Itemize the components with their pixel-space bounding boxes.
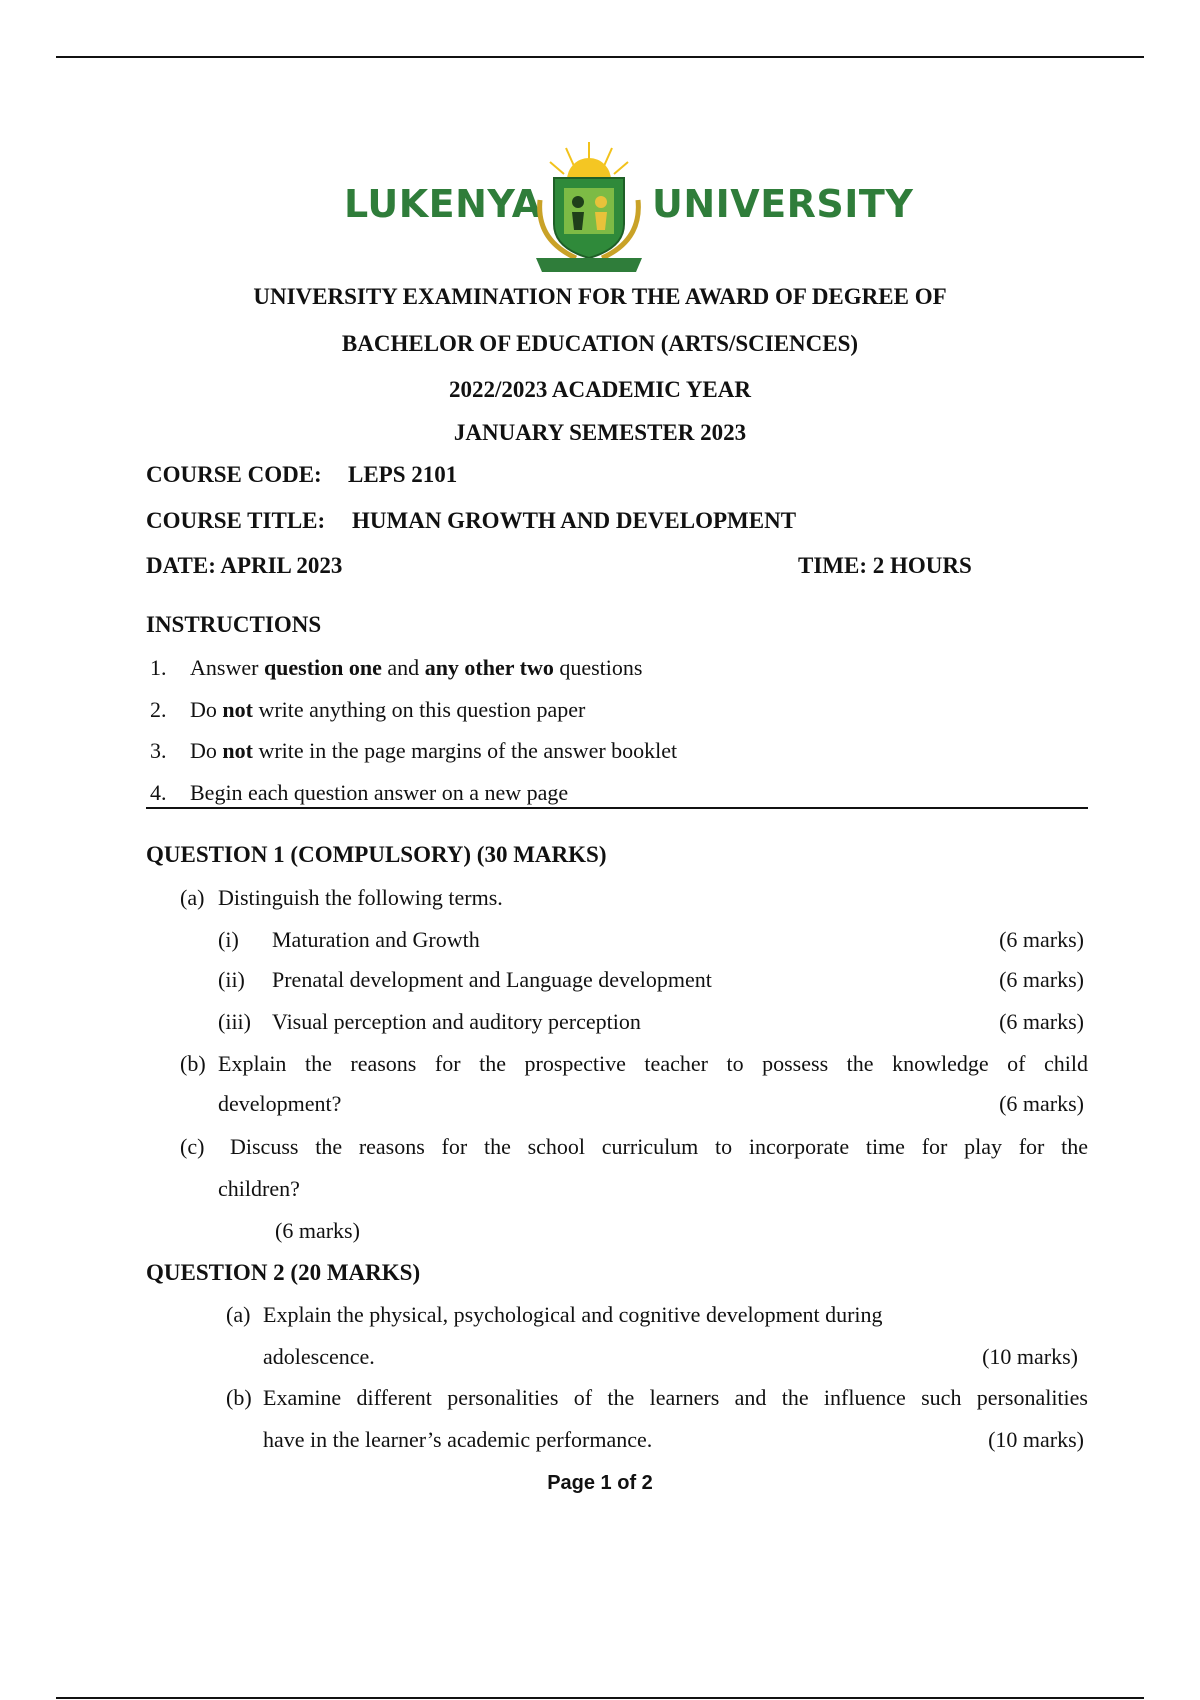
bottom-rule	[56, 1697, 1144, 1699]
q2b-label: (b)	[226, 1385, 252, 1410]
q1c-marks: (6 marks)	[275, 1218, 360, 1243]
q1a-i-text: Maturation and Growth	[272, 927, 480, 952]
q2a-label: (a)	[226, 1302, 251, 1327]
q1a-ii-text: Prenatal development and Language development	[272, 967, 712, 992]
q1a-i-marks: (6 marks)	[999, 927, 1084, 952]
q1c-label: (c)	[180, 1134, 205, 1159]
university-crest-icon	[526, 140, 652, 280]
logo-word-left: LUKENYA	[344, 182, 542, 226]
instructions-divider	[146, 807, 1088, 809]
logo-word-right: UNIVERSITY	[652, 182, 914, 226]
exam-time: TIME: 2 HOURS	[798, 553, 972, 578]
instruction-item-3: 3. Do not write in the page margins of the answer booklet	[150, 738, 678, 763]
q1c-line2: children?	[218, 1176, 300, 1201]
q1b-label: (b)	[180, 1051, 206, 1076]
q1a-i-label: (i)	[218, 927, 239, 952]
course-code-label: COURSE CODE:	[146, 462, 322, 487]
q1a-label: (a)	[180, 885, 205, 910]
page-number: Page 1 of 2	[547, 1472, 653, 1494]
course-title-value: HUMAN GROWTH AND DEVELOPMENT	[352, 508, 797, 533]
q1c-line1: Discuss the reasons for the school curriculum to incorporate time for play for the	[230, 1134, 1088, 1159]
exam-title-line1: UNIVERSITY EXAMINATION FOR THE AWARD OF DEGREE OF	[253, 284, 947, 309]
q2b-line2: have in the learner’s academic performance.	[263, 1427, 653, 1452]
course-code-value: LEPS 2101	[348, 462, 458, 487]
course-title-label: COURSE TITLE:	[146, 508, 326, 533]
instructions-heading: INSTRUCTIONS	[146, 612, 322, 637]
q2a-marks: (10 marks)	[982, 1344, 1078, 1369]
university-logo	[330, 140, 914, 280]
q1a-ii-marks: (6 marks)	[999, 967, 1084, 992]
question-1-heading: QUESTION 1 (COMPULSORY) (30 MARKS)	[146, 842, 607, 867]
instruction-item-4: 4. Begin each question answer on a new page	[150, 780, 569, 805]
instruction-item-1: 1. Answer question one and any other two questions	[150, 655, 643, 680]
academic-year: 2022/2023 ACADEMIC YEAR	[449, 377, 751, 402]
q1a-ii-label: (ii)	[218, 967, 245, 992]
q2b-line1: Examine different personalities of the learners and the influence such personalities	[263, 1385, 1088, 1410]
question-2-heading: QUESTION 2 (20 MARKS)	[146, 1260, 421, 1285]
q1a-iii-marks: (6 marks)	[999, 1009, 1084, 1034]
top-rule	[56, 56, 1144, 58]
q1b-line1: Explain the reasons for the prospective teacher to possess the knowledge of child	[218, 1051, 1088, 1076]
q1a-iii-text: Visual perception and auditory perception	[272, 1009, 641, 1034]
q1a-iii-label: (iii)	[218, 1009, 251, 1034]
exam-title-line2: BACHELOR OF EDUCATION (ARTS/SCIENCES)	[341, 331, 859, 356]
q2a-line2: adolescence.	[263, 1344, 375, 1369]
semester: JANUARY SEMESTER 2023	[453, 420, 747, 445]
q2a-line1: Explain the physical, psychological and cognitive development during	[263, 1302, 883, 1327]
q2b-marks: (10 marks)	[988, 1427, 1084, 1452]
instruction-item-2: 2. Do not write anything on this question paper	[150, 697, 586, 722]
exam-date: DATE: APRIL 2023	[146, 553, 343, 578]
q1a-text: Distinguish the following terms.	[218, 885, 503, 910]
q1b-marks: (6 marks)	[999, 1091, 1084, 1116]
q1b-line2: development?	[218, 1091, 342, 1116]
